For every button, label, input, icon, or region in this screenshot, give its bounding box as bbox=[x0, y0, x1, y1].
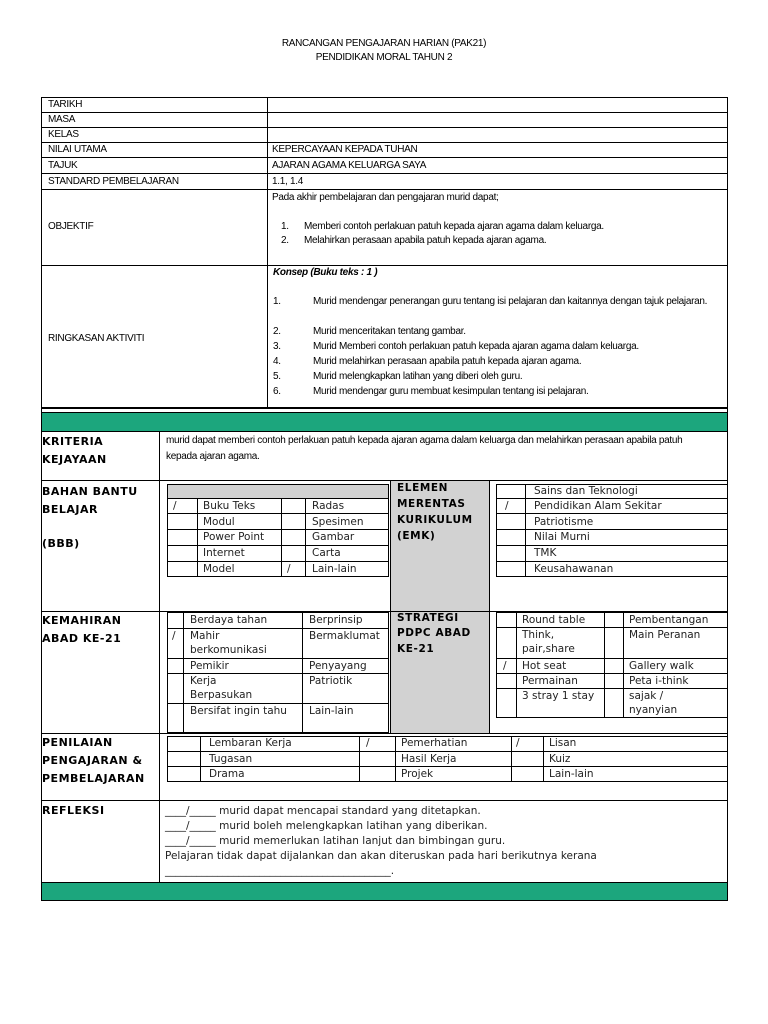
kriteria-text: murid dapat memberi contoh perlakuan patuh kepada ajaran agama dalam keluarga dan melahirkan perasaan apabila patuh kepada ajaran agama. bbox=[166, 435, 683, 462]
label-kemahiran-2: ABAD KE-21 bbox=[42, 632, 122, 645]
ringkasan-item-4: Murid melahirkan perasaan apabila patuh kepada ajaran agama. bbox=[313, 356, 582, 367]
kemahiran-item-patriotik: Patriotik bbox=[309, 675, 353, 687]
bbb-mark-buku-teks: / bbox=[173, 500, 177, 512]
label-emk-1: ELEMEN bbox=[397, 482, 449, 494]
ringkasan-item-6: Murid mendengar guru membuat kesimpulan tentang isi pelajaran. bbox=[313, 386, 589, 397]
strategi-item-think-pair-share: Think, pair,share bbox=[522, 629, 575, 655]
refleksi-line-1: ____/_____ murid dapat mencapai standard yang ditetapkan. bbox=[165, 805, 481, 817]
label-tajuk: TAJUK bbox=[48, 160, 78, 171]
label-emk-4: (EMK) bbox=[397, 530, 436, 542]
bbb-item-model: Model bbox=[203, 563, 235, 575]
kemahiran-item-bersifat-ingin-tahu: Bersifat ingin tahu bbox=[190, 705, 287, 717]
document-subtitle: PENDIDIKAN MORAL TAHUN 2 bbox=[315, 52, 453, 63]
label-kemahiran-1: KEMAHIRAN bbox=[42, 614, 122, 627]
strategi-item-main-peranan: Main Peranan bbox=[629, 629, 701, 641]
bbb-item-carta: Carta bbox=[312, 547, 341, 559]
strategi-item-sajak-nyanyian: sajak / nyanyian bbox=[629, 690, 678, 716]
kemahiran-item-kerja-berpasukan: Kerja Berpasukan bbox=[190, 675, 253, 701]
label-standard-pembelajaran: STANDARD PEMBELAJARAN bbox=[48, 176, 179, 187]
objektif-num-2: 2. bbox=[281, 235, 289, 246]
label-bbb-3: (BBB) bbox=[42, 537, 80, 550]
value-standard-pembelajaran: 1.1, 1.4 bbox=[272, 176, 303, 187]
kemahiran-item-berdaya-tahan: Berdaya tahan bbox=[190, 614, 268, 626]
kemahiran-mark-2: / bbox=[172, 630, 176, 642]
label-bbb-1: BAHAN BANTU bbox=[42, 485, 138, 498]
ringkasan-num-4: 4. bbox=[273, 356, 281, 367]
objektif-intro: Pada akhir pembelajaran dan pengajaran murid dapat; bbox=[272, 192, 499, 203]
bbb-mark-lain-lain: / bbox=[287, 563, 291, 575]
emk-item-tmk: TMK bbox=[534, 547, 557, 559]
penilaian-item-lisan: Lisan bbox=[549, 737, 577, 749]
strategi-item-permainan: Permainan bbox=[522, 675, 578, 687]
kemahiran-item-lain-lain: Lain-lain bbox=[309, 705, 354, 717]
ringkasan-num-6: 6. bbox=[273, 386, 281, 397]
emk-item-keusahawanan: Keusahawanan bbox=[534, 563, 614, 575]
label-emk-3: KURIKULUM bbox=[397, 514, 473, 526]
green-band-bottom bbox=[41, 882, 728, 901]
refleksi-line-5: ___________________________________________. bbox=[165, 865, 395, 877]
bbb-item-radas: Radas bbox=[312, 500, 345, 512]
penilaian-item-kuiz: Kuiz bbox=[549, 753, 571, 765]
penilaian-mark-pemerhatian: / bbox=[366, 737, 370, 749]
bbb-item-gambar: Gambar bbox=[312, 531, 355, 543]
strategi-item-3-stray-1-stay: 3 stray 1 stay bbox=[522, 690, 595, 702]
refleksi-line-4: Pelajaran tidak dapat dijalankan dan akan diteruskan pada hari berikutnya kerana bbox=[165, 850, 597, 862]
penilaian-item-hasil-kerja: Hasil Kerja bbox=[401, 753, 457, 765]
label-nilai-utama: NILAI UTAMA bbox=[48, 144, 107, 155]
label-strategi-3: KE-21 bbox=[397, 643, 435, 655]
ringkasan-num-3: 3. bbox=[273, 341, 281, 352]
kemahiran-item-berprinsip: Berprinsip bbox=[309, 614, 363, 626]
label-kelas: KELAS bbox=[48, 129, 79, 140]
label-ringkasan-aktiviti: RINGKASAN AKTIVITI bbox=[48, 333, 145, 344]
bbb-item-internet: Internet bbox=[203, 547, 245, 559]
strategi-item-pembentangan: Pembentangan bbox=[629, 614, 709, 626]
label-kriteria-2: KEJAYAAN bbox=[42, 453, 107, 466]
penilaian-item-tugasan: Tugasan bbox=[209, 753, 253, 765]
label-strategi-2: PDPC ABAD bbox=[397, 627, 471, 639]
strategi-item-gallery-walk: Gallery walk bbox=[629, 660, 694, 672]
penilaian-item-lembaran-kerja: Lembaran Kerja bbox=[209, 737, 292, 749]
emk-item-sains: Sains dan Teknologi bbox=[534, 485, 638, 497]
bbb-item-modul: Modul bbox=[203, 516, 235, 528]
emk-mark-alam-sekitar: / bbox=[505, 500, 509, 512]
ringkasan-num-1: 1. bbox=[273, 296, 281, 307]
ringkasan-item-3: Murid Memberi contoh perlakuan patuh kepada ajaran agama dalam keluarga. bbox=[313, 341, 639, 352]
penilaian-mark-lisan: / bbox=[516, 737, 520, 749]
label-penilaian-2: PENGAJARAN & bbox=[42, 754, 143, 767]
refleksi-line-2: ____/_____ murid boleh melengkapkan latihan yang diberikan. bbox=[165, 820, 488, 832]
penilaian-item-pemerhatian: Pemerhatian bbox=[401, 737, 468, 749]
refleksi-line-3: ____/_____ murid memerlukan latihan lanjut dan bimbingan guru. bbox=[165, 835, 506, 847]
label-kriteria-1: KRITERIA bbox=[42, 435, 104, 448]
value-nilai-utama: KEPERCAYAAN KEPADA TUHAN bbox=[272, 144, 418, 155]
label-penilaian-1: PENILAIAN bbox=[42, 736, 113, 749]
ringkasan-item-2: Murid menceritakan tentang gambar. bbox=[313, 326, 466, 337]
label-strategi-1: STRATEGI bbox=[397, 612, 459, 624]
bbb-item-lain-lain: Lain-lain bbox=[312, 563, 357, 575]
bbb-item-power-point: Power Point bbox=[203, 531, 265, 543]
penilaian-item-projek: Projek bbox=[401, 768, 434, 780]
value-tajuk: AJARAN AGAMA KELUARGA SAYA bbox=[272, 160, 427, 171]
objektif-num-1: 1. bbox=[281, 221, 289, 232]
label-bbb-2: BELAJAR bbox=[42, 503, 98, 516]
label-tarikh: TARIKH bbox=[48, 99, 83, 110]
ringkasan-item-5: Murid melengkapkan latihan yang diberi oleh guru. bbox=[313, 371, 523, 382]
kemahiran-item-pemikir: Pemikir bbox=[190, 660, 229, 672]
emk-item-patriotisme: Patriotisme bbox=[534, 516, 594, 528]
strategi-item-round-table: Round table bbox=[522, 614, 586, 626]
emk-item-alam-sekitar: Pendidikan Alam Sekitar bbox=[534, 500, 662, 512]
bbb-item-buku-teks: Buku Teks bbox=[203, 500, 256, 512]
strategi-mark-3: / bbox=[503, 660, 507, 672]
kemahiran-item-penyayang: Penyayang bbox=[309, 660, 367, 672]
label-masa: MASA bbox=[48, 114, 76, 125]
label-penilaian-3: PEMBELAJARAN bbox=[42, 772, 145, 785]
ringkasan-konsep: Konsep (Buku teks : 1 ) bbox=[273, 267, 378, 278]
penilaian-item-drama: Drama bbox=[209, 768, 245, 780]
bbb-item-spesimen: Spesimen bbox=[312, 516, 364, 528]
green-band-top bbox=[41, 412, 728, 432]
label-emk-2: MERENTAS bbox=[397, 498, 466, 510]
document-title: RANCANGAN PENGAJARAN HARIAN (PAK21) bbox=[281, 38, 487, 49]
objektif-item-2: Melahirkan perasaan apabila patuh kepada ajaran agama. bbox=[304, 235, 547, 246]
kemahiran-item-bermaklumat: Bermaklumat bbox=[309, 630, 380, 642]
strategi-item-peta-i-think: Peta i-think bbox=[629, 675, 689, 687]
strategi-item-hot-seat: Hot seat bbox=[522, 660, 567, 672]
penilaian-item-lain-lain: Lain-lain bbox=[549, 768, 594, 780]
kemahiran-item-mahir-berkomunikasi: Mahir berkomunikasi bbox=[190, 630, 267, 656]
label-objektif: OBJEKTIF bbox=[48, 221, 94, 232]
label-refleksi: REFLEKSI bbox=[42, 804, 105, 817]
emk-item-nilai-murni: Nilai Murni bbox=[534, 531, 590, 543]
objektif-item-1: Memberi contoh perlakuan patuh kepada ajaran agama dalam keluarga. bbox=[304, 221, 604, 232]
ringkasan-item-1: Murid mendengar penerangan guru tentang isi pelajaran dan kaitannya dengan tajuk pelajaran. bbox=[313, 296, 708, 307]
ringkasan-num-2: 2. bbox=[273, 326, 281, 337]
ringkasan-num-5: 5. bbox=[273, 371, 281, 382]
